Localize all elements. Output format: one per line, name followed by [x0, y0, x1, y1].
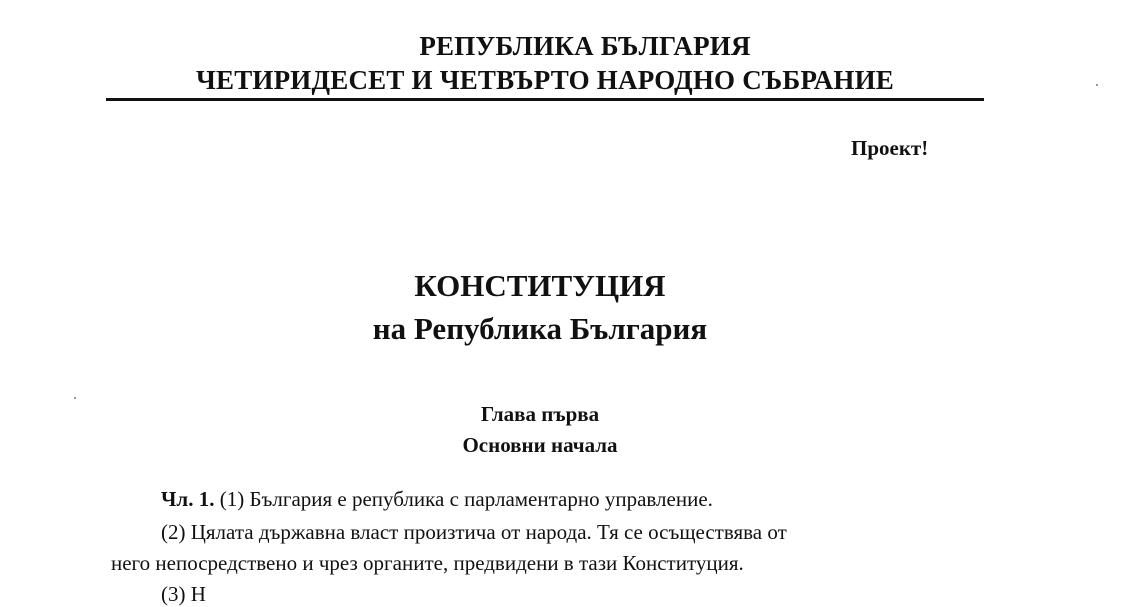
header-rule	[106, 98, 984, 101]
header-republic: РЕПУБЛИКА БЪЛГАРИЯ	[419, 31, 751, 61]
article-1-paragraph-2-line-1: (2) Цялата държавна власт произтича от народа. Тя се осъществява от	[161, 520, 787, 544]
scan-speck	[74, 397, 76, 399]
draft-mark: Проект!	[851, 136, 929, 160]
scan-speck	[1096, 84, 1098, 86]
header-assembly: ЧЕТИРИДЕСЕТ И ЧЕТВЪРТО НАРОДНО СЪБРАНИЕ	[195, 65, 895, 95]
article-1-paragraph-1	[161, 486, 713, 512]
document-title: КОНСТИТУЦИЯ	[414, 268, 666, 303]
chapter-number: Глава първа	[480, 402, 600, 426]
article-1-paragraph-3-partial: (3) Н	[161, 582, 206, 606]
article-1-paragraph-2-line-2: него непосредствено и чрез органите, предвидени в тази Конституция.	[111, 551, 744, 575]
chapter-name: Основни начала	[462, 433, 618, 457]
document-subtitle: на Република България	[372, 311, 708, 346]
article-1-paragraph-1-text: (1) България е република с парламентарно управление.	[214, 487, 713, 511]
article-1-label: Чл. 1.	[161, 487, 215, 511]
